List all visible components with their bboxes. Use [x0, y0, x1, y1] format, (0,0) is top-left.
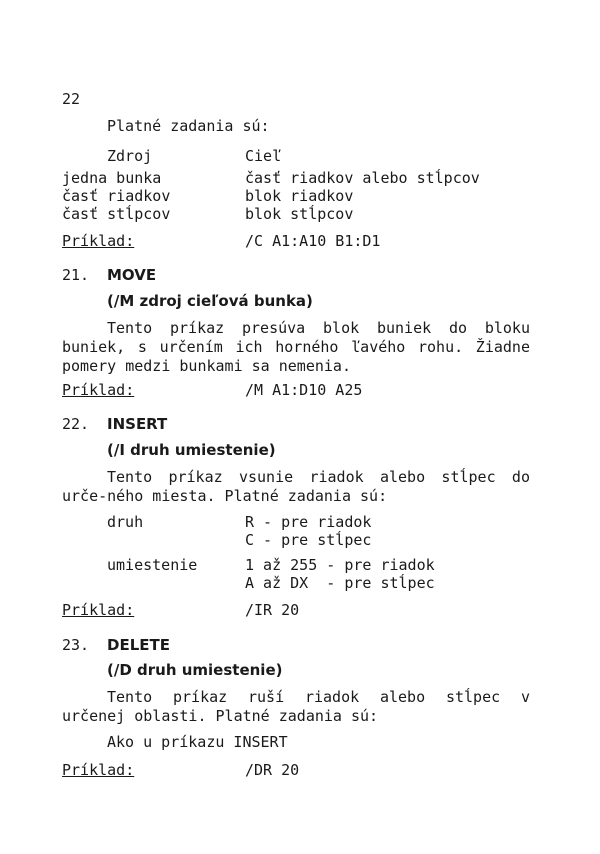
section-number: 21.	[62, 266, 90, 284]
param-value: A až DX - pre stĺpec	[245, 574, 435, 592]
param-name: umiestenie	[107, 556, 198, 574]
valid-inputs-intro: Platné zadania sú:	[107, 117, 270, 135]
section-syntax: (/M zdroj cieľová bunka)	[107, 292, 313, 310]
section-title: DELETE	[107, 636, 170, 654]
example-label: Príklad:	[62, 761, 135, 779]
section-syntax: (/D druh umiestenie)	[107, 661, 283, 679]
section-description: Tento príkaz vsunie riadok alebo stĺpec do urče-ného miesta. Platné zadania sú:	[62, 468, 530, 505]
example-value: /M A1:D10 A25	[245, 381, 363, 399]
param-value: C - pre stĺpec	[245, 531, 372, 549]
section-syntax: (/I druh umiestenie)	[107, 441, 276, 459]
param-value: 1 až 255 - pre riadok	[245, 556, 435, 574]
section-number: 23.	[62, 636, 90, 654]
section-description: Tento príkaz presúva blok buniek do bloku buniek, s určením ich horného ľavého rohu. Žiadne pomery medzi bunkami sa nemenia.	[62, 319, 530, 375]
page-number: 22	[62, 90, 81, 108]
table-row-source: jedna bunka	[62, 169, 162, 187]
section-title: MOVE	[107, 266, 157, 284]
example-label: Príklad:	[62, 601, 135, 619]
example-label: Príklad:	[62, 381, 135, 399]
section-note: Ako u príkazu INSERT	[107, 733, 288, 751]
table-row-source: časť stĺpcov	[62, 205, 171, 223]
table-row-target: časť riadkov alebo stĺpcov	[245, 169, 480, 187]
param-value: R - pre riadok	[245, 513, 372, 531]
table-row-target: blok riadkov	[245, 187, 354, 205]
example-label: Príklad:	[62, 232, 135, 250]
section-number: 22.	[62, 415, 90, 433]
section-description: Tento príkaz ruší riadok alebo stĺpec v určenej oblasti. Platné zadania sú:	[62, 688, 530, 725]
table-head-target: Cieľ	[245, 147, 282, 165]
table-head-source: Zdroj	[107, 147, 153, 165]
param-name: druh	[107, 513, 144, 531]
table-row-target: blok stĺpcov	[245, 205, 354, 223]
example-value: /DR 20	[245, 761, 300, 779]
example-value: /IR 20	[245, 601, 300, 619]
table-row-source: časť riadkov	[62, 187, 171, 205]
example-value: /C A1:A10 B1:D1	[245, 232, 381, 250]
section-title: INSERT	[107, 415, 168, 433]
